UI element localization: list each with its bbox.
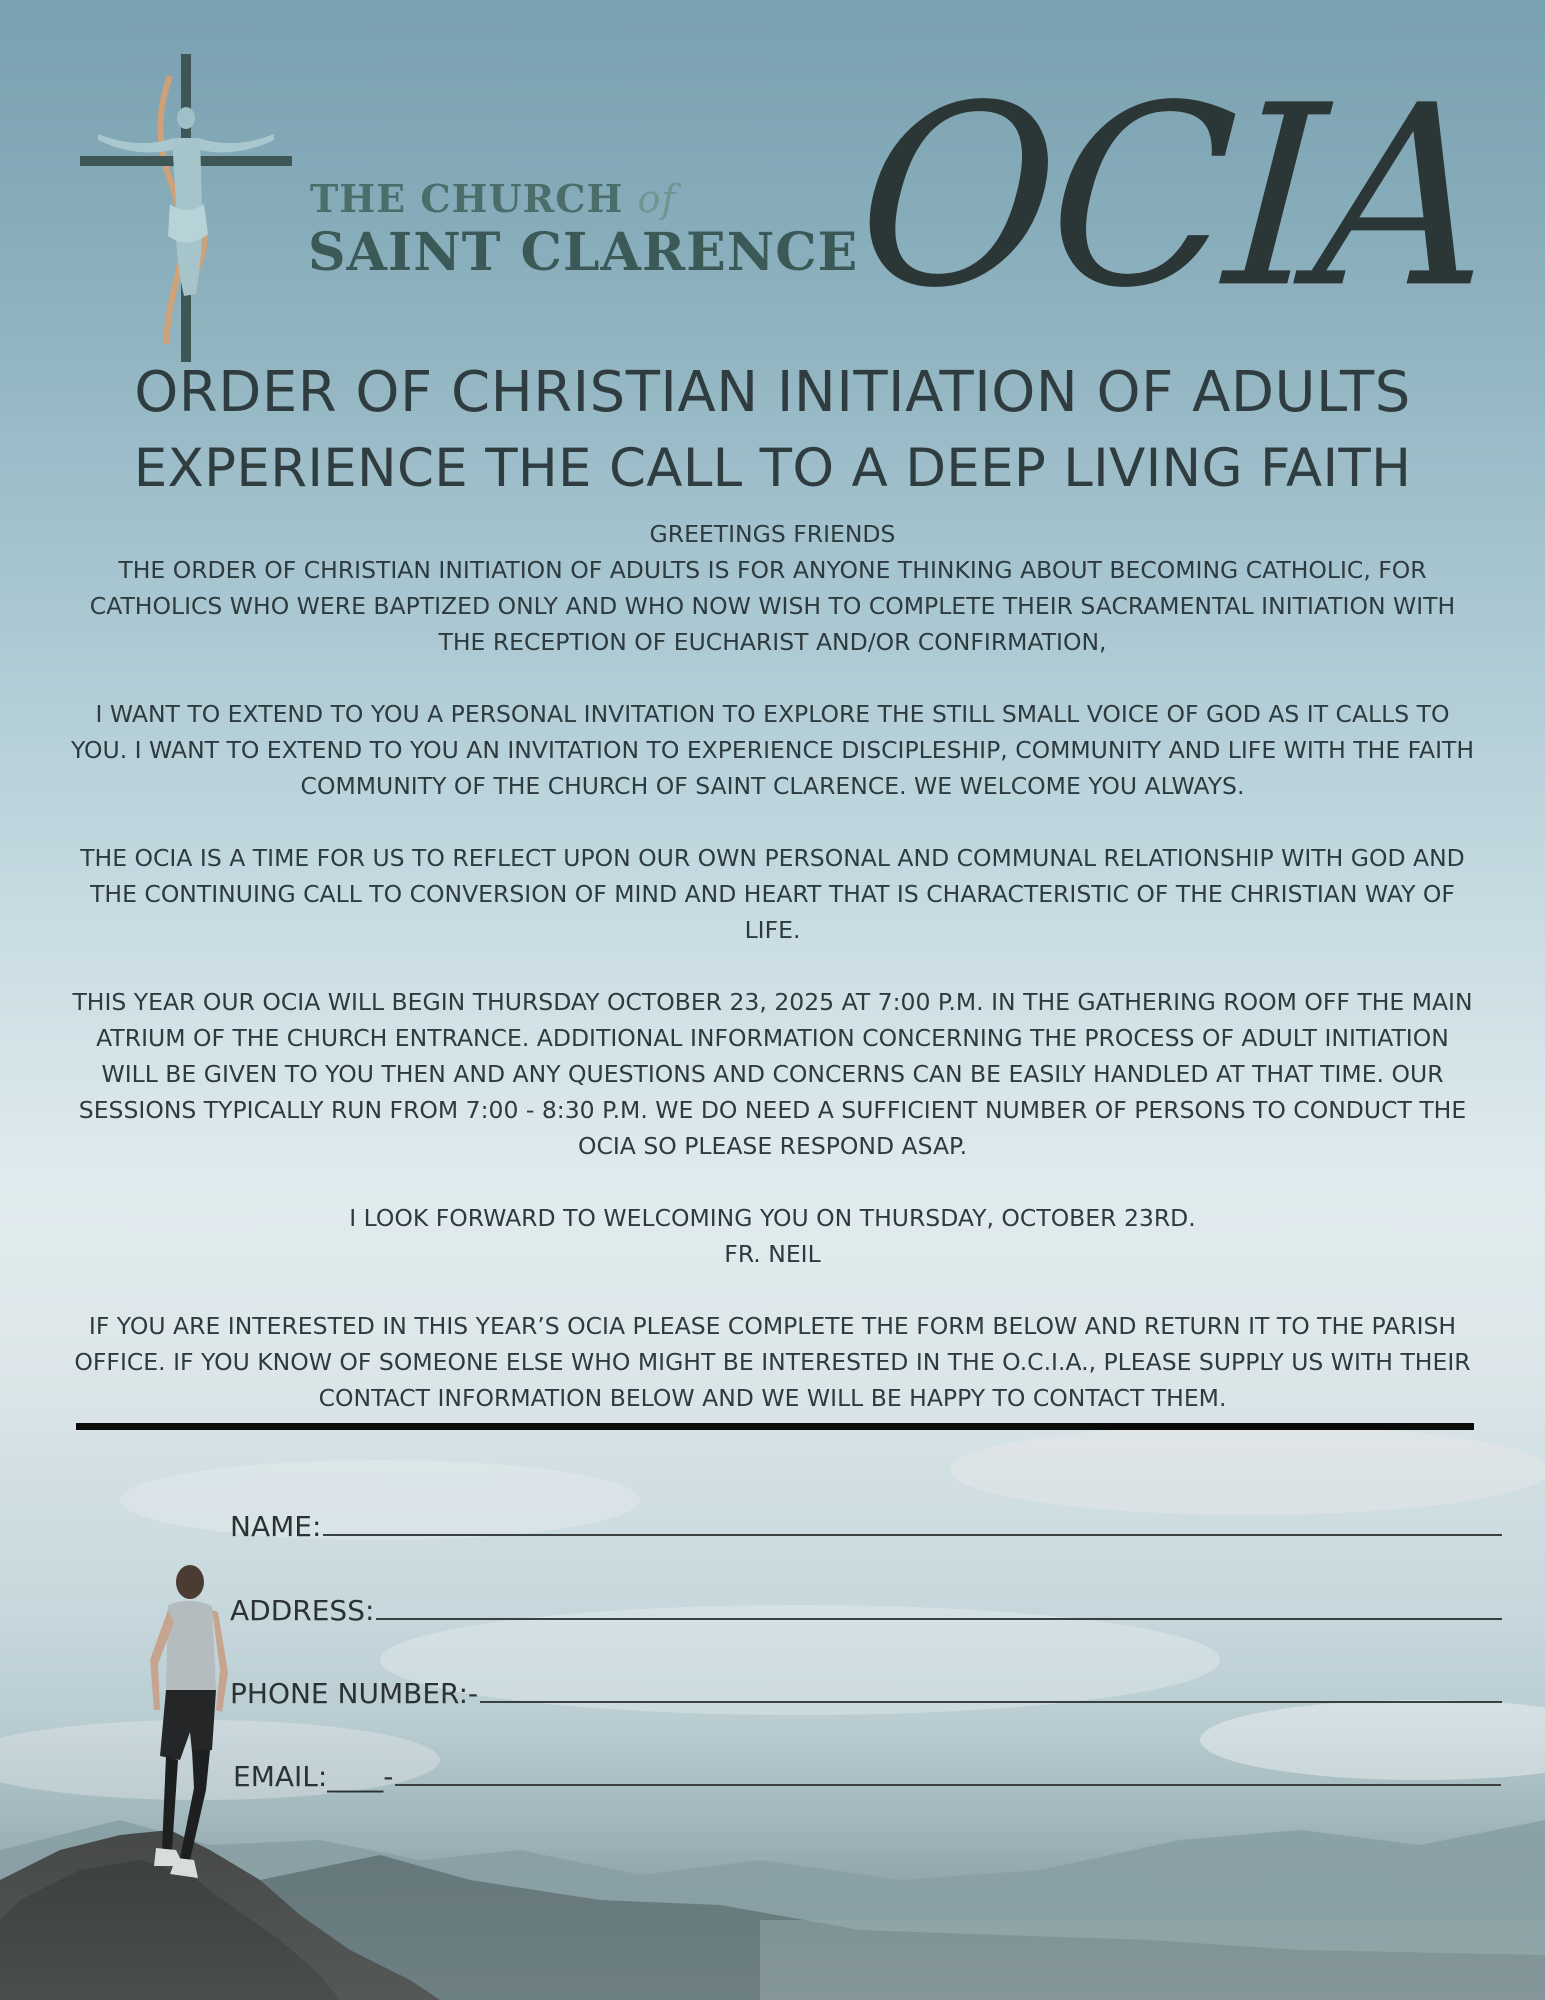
hiker-figure-illustration [120,1560,230,1890]
logo-church-text: THE CHURCH [310,176,624,221]
address-field-row [230,1594,1502,1627]
email-label: EMAIL:____- [233,1760,394,1793]
email-field[interactable] [395,1762,1501,1786]
phone-field[interactable] [480,1679,1502,1703]
phone-label: PHONE NUMBER:- [230,1677,479,1710]
section-divider [76,1423,1474,1430]
greeting: GREETINGS FRIENDS [649,520,896,548]
sub-heading: EXPERIENCE THE CALL TO A DEEP LIVING FAITH [133,438,1412,499]
address-field[interactable] [376,1596,1502,1620]
main-heading: ORDER OF CHRISTIAN INITIATION OF ADULTS [134,360,1411,425]
letter-paragraph-3: THE OCIA IS A TIME FOR US TO REFLECT UPON OUR OWN PERSONAL AND COMMUNAL RELATIONSHIP WITH GOD AND THE CONTINUING CALL TO CONVERSION OF MIND AND HEART THAT IS CHARACTERISTIC OF THE CHRISTIAN WAY OF LIFE. [80,844,1465,944]
logo-saint-clarence: SAINT CLARENCE [308,222,859,283]
ocia-title: OCIA [850,51,1495,343]
crucifix-icon [78,54,308,364]
phone-field-row [230,1677,1502,1710]
church-logo [78,54,859,364]
letter-paragraph-2: I WANT TO EXTEND TO YOU A PERSONAL INVITATION TO EXPLORE THE STILL SMALL VOICE OF GOD AS IT CALLS TO YOU. I WANT TO EXTEND TO YOU AN INVITATION TO EXPERIENCE DISCIPLESHIP, COMMUNITY AND LIFE WITH THE FAITH COMMUNITY OF THE CHURCH OF SAINT CLARENCE. WE WELCOME YOU ALWAYS. [70,700,1475,800]
letter-paragraph-1: THE ORDER OF CHRISTIAN INITIATION OF ADULTS IS FOR ANYONE THINKING ABOUT BECOMING CATHOLIC, FOR CATHOLICS WHO WERE BAPTIZED ONLY AND WHO NOW WISH TO COMPLETE THEIR SACRAMENTAL INITIATION WITH THE RECEPTION OF EUCHARIST AND/OR CONFIRMATION, [89,556,1456,656]
address-label: ADDRESS: [230,1594,375,1627]
invitation-letter [70,516,1475,1416]
closing-line: I LOOK FORWARD TO WELCOMING YOU ON THURSDAY, OCTOBER 23RD. [349,1204,1196,1232]
logo-of-text: of [637,177,677,221]
name-field[interactable] [323,1512,1502,1536]
email-field-row [233,1760,1501,1793]
signature: FR. NEIL [724,1240,821,1268]
form-instructions: IF YOU ARE INTERESTED IN THIS YEAR’S OCIA PLEASE COMPLETE THE FORM BELOW AND RETURN IT TO THE PARISH OFFICE. IF YOU KNOW OF SOMEONE ELSE WHO MIGHT BE INTERESTED IN THE O.C.I.A., PLEASE SUPPLY US WITH THEIR CONTACT INFORMATION BELOW AND WE WILL BE HAPPY TO CONTACT THEM. [74,1312,1471,1412]
name-label: NAME: [230,1510,322,1543]
letter-paragraph-4: THIS YEAR OUR OCIA WILL BEGIN THURSDAY OCTOBER 23, 2025 AT 7:00 P.M. IN THE GATHERING ROOM OFF THE MAIN ATRIUM OF THE CHURCH ENTRANCE. ADDITIONAL INFORMATION CONCERNING THE PROCESS OF ADULT INITIATION WILL BE GIVEN TO YOU THEN AND ANY QUESTIONS AND CONCERNS CAN BE EASILY HANDLED AT THAT TIME. OUR SESSIONS TYPICALLY RUN FROM 7:00 - 8:30 P.M. WE DO NEED A SUFFICIENT NUMBER OF PERSONS TO CONDUCT THE OCIA SO PLEASE RESPOND ASAP. [72,988,1473,1160]
logo-line-church-of [310,176,677,221]
name-field-row [230,1510,1502,1543]
